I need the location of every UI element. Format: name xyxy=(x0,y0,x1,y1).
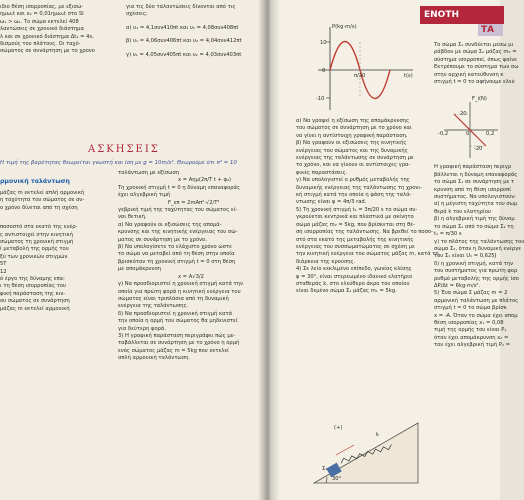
text-line: του Σ₁ είναι U₁ = 0,625J xyxy=(434,253,497,260)
incline-label-plus: (+) xyxy=(334,425,343,431)
text-line: γκρούεται κεντρικά και πλαστικά με ακίνητο xyxy=(296,214,414,221)
text-line: ματος σε συνάρτηση με το χρόνο. xyxy=(118,236,207,243)
text-line: ο χρόνο δίνεται από τη σχέση xyxy=(0,204,78,211)
text-line: στην αρχική κατεύθυνση κ xyxy=(434,71,504,78)
text-line: το σώμα Σ₁ σε συνάρτηση με τ xyxy=(434,179,515,186)
text-line: β) Να γραφούν οι εξισώσεις της κινητικής xyxy=(296,140,407,147)
option-b: β) υ₁ = 4,06συν406πt και υ₂ = 4,04συν412πt xyxy=(126,38,242,45)
text-line: δ) η χρονική στιγμή, κατά την xyxy=(434,260,513,267)
text-line: ι τη θέση ισορροπίας του xyxy=(0,283,66,290)
text-line: σώματος είναι τριπλάσια από τη δυναμική xyxy=(118,295,229,302)
text-line: μάζας m εκτελεί αρμονική xyxy=(0,305,70,312)
text-line: Τη χρονική στιγμή t = 0 η δύναμη επαναφοράς xyxy=(118,184,240,191)
text-line: οποία για πρώτη φορά η κινητική ενέργεια του xyxy=(118,288,241,295)
text-line: θέση ισορροπίας x₁ = 0,08 xyxy=(434,319,504,326)
text-line: ποσοστό στα εκατό της ενέρ- xyxy=(0,224,78,231)
text-line: συστήματος. Να υπολογιστούν: xyxy=(434,194,516,201)
text-line: στιγμή t = 0 το αφήνουμε ελεύ xyxy=(434,79,515,86)
formula-f: F_επ = 2mAπ²·√2/T² xyxy=(168,199,220,206)
text-line: όταν έχει απομάκρυνση x₂ = xyxy=(434,334,509,341)
force-tick-0: 0 xyxy=(466,131,470,137)
text-line: ενέργειας του σώματος και της δυναμικής xyxy=(296,147,408,154)
text-line: ενέργεια της ταλάντωσης. xyxy=(118,303,189,310)
text-line: ρυθμό μεταβολής της ορμής ίσο xyxy=(434,275,519,282)
text-line: για δεύτερη φορά. xyxy=(118,325,166,332)
option-c: γ) υ₁ = 4,05συν405πt και υ₂ = 4,03συν403πt xyxy=(126,51,242,58)
text-line: του έχει αλγεβρική τιμή P₂ = xyxy=(434,342,510,349)
text-line: β) Να υπολογίσετε το ελάχιστο χρόνο ώστε xyxy=(118,244,232,251)
text-line: τιμή της ορμής του είναι P₁ xyxy=(434,327,507,334)
text-line: t₁ = π/30 s xyxy=(434,231,462,238)
text-line: ταλάντωση με εξίσωση xyxy=(118,170,180,176)
text-line: κή στιγμή κατά την οποία η φάση της ταλά- xyxy=(296,192,412,199)
graph-tick-neg10: -10 xyxy=(316,96,325,102)
force-tick-02: 0,2 xyxy=(486,131,495,137)
text-line: η ταχύτητα του σώματος σε συ- xyxy=(0,197,85,204)
text-line: α) η μέγιστη ταχύτητα του σωμ xyxy=(434,201,518,208)
text-line: ω₁ > ω₂. Το σώμα εκτελεί 408 xyxy=(0,18,79,25)
graph-tick-0: 0 xyxy=(322,68,326,74)
text-line: ράβδου με σώμα Σ₂ μάζας m₂ = xyxy=(434,49,517,56)
graph-tick-10: 10 xyxy=(320,40,327,46)
left-column-1 xyxy=(0,190,115,313)
section-title: ρμονική ταλάντωση xyxy=(0,178,70,185)
text-line: ενέργειας της ταλάντωσης σε συνάρτηση με xyxy=(296,155,414,162)
text-line: σώματος τη χρονική στιγμή xyxy=(0,239,74,246)
text-line: σύστημα ισορροπεί, όπως φαίνε xyxy=(434,56,517,63)
text-line: β) η αλγεβρική τιμή της δύναμ xyxy=(434,216,515,223)
text-line: γ) το πλάτος της ταλάντωσης του xyxy=(434,238,524,245)
text-line: λ και σε χρονικό διάστημα Δt₂ = 4s, xyxy=(0,33,94,40)
text-line: βρισκόταν τη χρονική στιγμή t = 0 στη θέση xyxy=(118,258,236,265)
force-graph xyxy=(440,100,500,160)
force-tick-neg20: -20 xyxy=(474,146,483,152)
text-line: Η γραφική παράσταση περιγρ xyxy=(434,164,512,171)
text-line: σχέσεις: xyxy=(126,11,148,18)
text-line: του συστήματος για πρώτη φορ xyxy=(434,268,518,275)
text-line: έχει αλγεβρική τιμή xyxy=(118,192,171,199)
force-tick-neg02: -0,2 xyxy=(438,131,449,137)
text-line: διάρκεια της κρούσης. xyxy=(296,258,356,265)
text-line: το σώμα να μεταβεί από τη θέση στην οποία xyxy=(118,251,235,258)
formula-xval: x = A√3/2 xyxy=(178,273,204,280)
left-column-2 xyxy=(118,170,266,363)
text-line: σταθεράς k, στο ελεύθερο άκρο του οποίου xyxy=(296,280,410,287)
text-line: ΔP/Δt = 6kg·m/s². xyxy=(434,282,481,289)
incline-label-k: k xyxy=(376,432,380,438)
text-line: ντωσης είναι φ = 4π/3 rad. xyxy=(296,199,367,206)
text-line: μάζας m εκτελεί απλή αρμονική xyxy=(0,190,85,196)
text-line: ί μεταβολή της ορμής του xyxy=(0,246,69,253)
text-line: αρμονική ταλάντωση με πλάτος xyxy=(434,297,519,304)
text-line: θερά k του ελατηρίου xyxy=(434,208,491,215)
graph-y-label: P(kg·m/s) xyxy=(332,24,357,30)
text-line: φική παράσταση της κιν- xyxy=(0,290,66,297)
exercises-heading: ΑΣΚΗΣΕΙΣ xyxy=(88,144,160,155)
text-line: του σώματος σε συνάρτηση με το χρόνο και xyxy=(296,125,412,132)
text-line: 5) Ένα σώμα Σ μάζας m = 2 xyxy=(434,290,508,297)
text-line: γ) Να προσδιοριστεί η χρονική στιγμή κατά την xyxy=(118,281,243,288)
text-line: στό στα εκατό της μεταβολής της κινητικής xyxy=(296,236,414,243)
text-line: ό έργο της δύναμης επα- xyxy=(0,276,65,283)
force-tick-20: 20 xyxy=(460,111,467,117)
text-line: σώμα Σ₂, όταν η δυναμική ενέργε xyxy=(434,245,522,252)
text-line: στιγμή t = 0 το σώμα βρίσκ xyxy=(434,305,507,312)
text-line: γεβρική τιμή της ταχύτητας του σώματος εί- xyxy=(118,207,238,214)
fraction-num: 5T xyxy=(0,261,7,268)
text-line: γ) Να υπολογιστεί ο ρυθμός μεταβολής της xyxy=(296,177,410,184)
fraction-den: 12 xyxy=(0,268,7,275)
text-line: ενέργειας του συσσωματώματος σε σχέση με xyxy=(296,243,415,250)
graph-tick-pi20: π/20 xyxy=(354,73,366,79)
text-line: x = -A. Όταν το σώμα έχει απομ xyxy=(434,312,518,319)
text-line: ιδιο θέση ισορροπίας, με εξισώ- xyxy=(0,4,84,10)
incline-label-angle: 30° xyxy=(332,476,342,482)
right-column-a xyxy=(296,118,439,296)
graph-tick-t: t(s) xyxy=(404,73,413,79)
text-line xyxy=(0,212,115,224)
text-line: ναι θετική. xyxy=(118,214,147,221)
text-line: φ = 30°, είναι στερεωμένο ιδανικό ελατήριο xyxy=(296,273,413,280)
text-line: ση ισορροπίας της ταλάντωσης. Να βρεθεί το ποσο- xyxy=(296,229,433,236)
text-line: ημω₁t και x₂ = 0,01ημω₂t στο SI xyxy=(0,11,84,18)
text-line: κρυνσης και της κινητικής ενέργειας του σώ- xyxy=(118,229,238,236)
text-line: ταβάλλεται σε συνάρτηση με το χρόνο η ορμή xyxy=(118,340,240,347)
left-top-column xyxy=(0,4,125,56)
text-line: α) Να γραφεί η εξίσωση της απομάκρυνσης xyxy=(296,118,410,124)
text-line: ου σώματος σε συνάρτηση xyxy=(0,298,70,305)
text-line: βάλλεται η δύναμη επαναφοράς xyxy=(434,171,518,178)
text-line: να γίνει η αντίστοιχη γραφική παράσταση. xyxy=(296,132,408,139)
text-line: λαντώσεις σε χρονικό διάστημα xyxy=(0,26,84,33)
formula-x: x = Aημ(2π/T t + φ₀) xyxy=(178,177,232,184)
text-line: την κινητική ενέργεια του σώματος μάζας m, κατά τη xyxy=(296,251,439,258)
right-column-b xyxy=(434,42,524,350)
option-a: α) υ₁ = 4,1συν410πt και υ₂ = 4,08συν408πt xyxy=(126,24,239,31)
text-line: ξύ των χρονικών στιγμών xyxy=(0,253,68,260)
text-line: κρυνση από τη θέση ισορροπί xyxy=(434,186,511,193)
text-line: 3) Η γραφική παράσταση περιγράφει πώς με- xyxy=(118,332,236,339)
force-graph-label: F_i(N) xyxy=(472,96,487,102)
text-line: δισμούς του πλάτους. Οι ταχύ- xyxy=(0,41,81,48)
text-line: με απομάκρυνση xyxy=(118,266,162,273)
text-line: α) Να γραφούν οι εξισώσεις της απομά- xyxy=(118,221,222,228)
text-line: 4) Σε λείο κεκλιμένο επίπεδο, γωνίας κλίσης xyxy=(296,266,412,273)
text-line: ς αντιστοιχεί στην κινητική xyxy=(0,231,73,238)
chapter-banner: ΕΝΟΤΗ xyxy=(420,6,504,24)
text-line: σώματος σε συνάρτηση με το χρονο xyxy=(0,48,95,55)
text-line: το σώμα Σ₂ από το σώμα Σ₁ τη xyxy=(434,223,514,230)
gravity-note: Η τιμή της βαρύτητας θεωρείται γνωστή και ίση με g = 10m/s². Θεωρούμε ότι π² = 10 xyxy=(0,160,237,166)
text-line: Εκτρέπουμε το σύστημα των σω xyxy=(434,64,519,71)
text-line: Το σώμα Σ₁ συνδέεται μέσω μι xyxy=(434,42,514,48)
text-line: φικές παραστάσεις. xyxy=(296,169,348,176)
text-line: την οποία η ορμή του σώματος θα μηδενιστεί xyxy=(118,318,238,325)
text-line: για τις δύο ταλαντώσεις δίνονται από τις xyxy=(126,4,236,10)
text-line: δ) Να προσδιοριστεί η χρονική στιγμή κατά xyxy=(118,310,232,317)
text-line: είναι δεμένο σώμα Σ₁ μάζας m₁ = 5kg. xyxy=(296,288,397,295)
right-page xyxy=(268,0,524,500)
text-line: 5) Τη χρονική στιγμή t₁ = 3π/20 s το σώμα συ- xyxy=(296,206,418,213)
text-line: το χρόνο, και να γίνουν οι αντίστοιχες γρα- xyxy=(296,162,411,169)
text-line: απλή αρμονική ταλάντωση. xyxy=(118,355,191,362)
left-top-right-column xyxy=(126,4,266,59)
incline-label-s1: Σ₁ xyxy=(322,466,328,472)
text-line: δυναμικής ενέργειας της ταλάντωσης τη χρονι- xyxy=(296,184,422,191)
chapter-sub-banner: ΤΑ xyxy=(478,24,503,36)
incline-diagram xyxy=(306,415,426,490)
text-line: σώμα μάζας m₂ = 5kg, που βρίσκεται στη θέ- xyxy=(296,221,415,228)
text-line: ενός σώματος μάζας m = 5kg που εκτελεί xyxy=(118,347,229,354)
